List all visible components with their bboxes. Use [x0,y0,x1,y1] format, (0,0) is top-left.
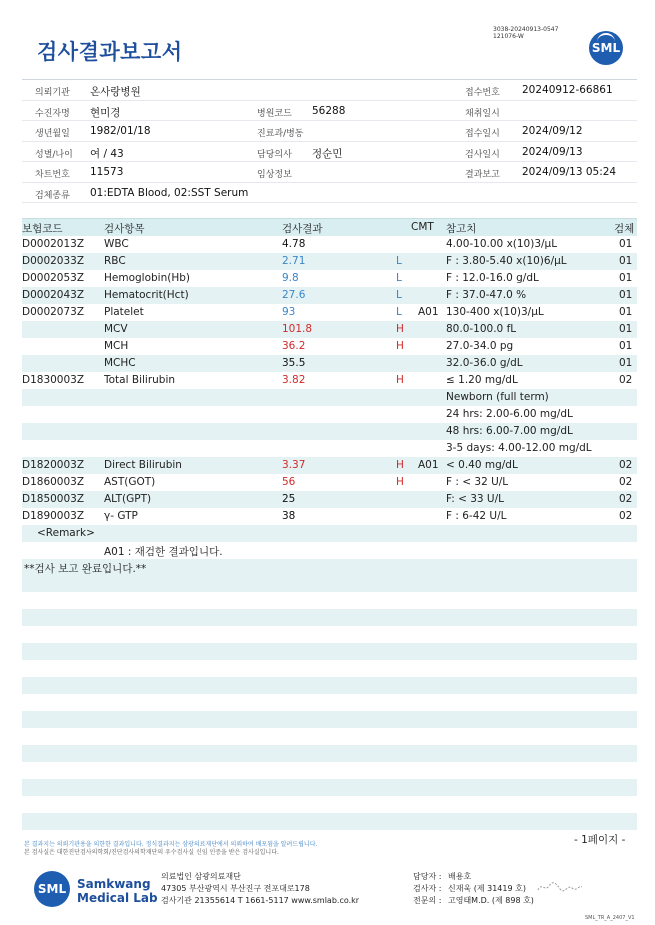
cell-name: Total Bilirubin [104,374,176,386]
table-row [22,355,637,372]
footer-staff [413,871,534,907]
cell-result: 38 [282,510,296,522]
empty-row [22,609,637,626]
cell-spec: 01 [619,323,633,335]
cell-ref: 4.00-10.00 x(10)3/μL [446,238,558,250]
cell-result: 4.78 [282,238,306,250]
table-row [22,287,637,304]
table-row [22,372,637,389]
cell-spec: 01 [619,272,633,284]
cell-ref: 130-400 x(10)3/μL [446,306,544,318]
form-code: SML_TR_A_2407_V1 [585,915,635,921]
table-row [22,423,637,440]
cell-ref: F : 12.0-16.0 g/dL [446,272,539,284]
cell-spec: 01 [619,238,633,250]
cell-ref: F : 37.0-47.0 % [446,289,527,301]
cell-flag: H [396,476,404,488]
cell-flag: L [396,255,402,267]
cell-cmt: A01 [418,306,439,318]
table-row [22,389,637,406]
cell-flag: H [396,340,404,352]
sml-logo: SML [589,31,623,65]
cell-spec: 01 [619,306,633,318]
footer-logo: SML [34,871,70,907]
table-row [22,304,637,321]
page-number: - 1페이지 - [574,834,626,846]
cell-result: 2.71 [282,255,306,267]
cell-name: RBC [104,255,126,267]
empty-row [22,592,637,609]
notice-text: 본 결과지는 의뢰기관용을 의한한 결과입니다. 정식결과지는 삼광의료재단에서 의뢰하여 배포됨을 알려드립니다. 본 검사실은 대한진단검사의학회/진단검사의학재단의 우수검사실 신임 인증을 받은 검사실입니다. [24,841,318,856]
footer-brand: Samkwang Medical Lab [77,877,158,905]
cell-name: Platelet [104,306,144,318]
cell-name: AST(GOT) [104,476,156,488]
empty-row [22,796,637,813]
empty-row [22,626,637,643]
empty-row [22,575,637,592]
cell-flag: H [396,374,404,386]
empty-row [22,660,637,677]
cell-result: 101.8 [282,323,313,335]
cell-code: D0002013Z [22,238,85,250]
cell-result: 3.37 [282,459,306,471]
cell-ref: F: < 33 U/L [446,493,505,505]
cell-flag: H [396,323,404,335]
cell-ref: F : 3.80-5.40 x(10)6/μL [446,255,567,267]
cell-ref: ≤ 1.20 mg/dL [446,374,518,386]
empty-rows [22,575,637,830]
cell-result: 35.5 [282,357,306,369]
results-table [22,218,637,576]
empty-row [22,643,637,660]
cell-result: 56 [282,476,296,488]
cell-flag: L [396,289,402,301]
empty-row [22,728,637,745]
cell-result: 25 [282,493,296,505]
cell-ref: 24 hrs: 2.00-6.00 mg/dL [446,408,573,420]
empty-row [22,677,637,694]
table-row [22,406,637,423]
cell-name: Direct Bilirubin [104,459,182,471]
cell-name: Hemoglobin(Hb) [104,272,191,284]
cell-result: 36.2 [282,340,306,352]
cell-ref: < 0.40 mg/dL [446,459,518,471]
cell-spec: 01 [619,357,633,369]
cell-spec: 01 [619,289,633,301]
cell-spec: 02 [619,374,633,386]
cell-name: γ- GTP [104,510,138,522]
cell-spec: 01 [619,255,633,267]
cell-code: D0002053Z [22,272,85,284]
signature-icon [536,880,584,894]
cell-ref: 32.0-36.0 g/dL [446,357,523,369]
table-row [22,491,637,508]
info-row: 성별/나이 여 / 43 담당의사 정순민 검사일시 2024/09/13 [22,142,637,163]
cell-ref: Newborn (full term) [446,391,549,403]
cell-code: D1830003Z [22,374,85,386]
patient-info-table [22,79,637,203]
cell-flag: H [396,459,404,471]
cell-flag: L [396,272,402,284]
cell-cmt: A01 [418,459,439,471]
empty-row [22,694,637,711]
cell-code: D1850003Z [22,493,85,505]
results-header: 보험코드 검사항목 검사결과 CMT 참고치 검체 [22,218,637,236]
table-row [22,236,637,253]
cell-code: D1890003Z [22,510,85,522]
cell-name: MCV [104,323,128,335]
report-title: 검사결과보고서 [37,40,183,64]
empty-row [22,711,637,728]
cell-ref: 3-5 days: 4.00-12.00 mg/dL [446,442,592,454]
empty-row [22,762,637,779]
table-row [22,338,637,355]
footer-address: 의료법인 삼광의료재단 47305 부산광역시 부산진구 전포대로178 검사기관 21355614 T 1661-5117 www.smlab.co.kr [161,872,360,905]
cell-name: Hematocrit(Hct) [104,289,189,301]
info-row: 검체종류 01:EDTA Blood, 02:SST Serum [22,183,637,204]
cell-spec: 02 [619,493,633,505]
empty-row [22,745,637,762]
cell-spec: 02 [619,476,633,488]
empty-row [22,813,637,830]
cell-name: ALT(GPT) [104,493,152,505]
cell-spec: 02 [619,459,633,471]
empty-row [22,779,637,796]
cell-spec: 02 [619,510,633,522]
cell-name: MCH [104,340,129,352]
cell-spec: 01 [619,340,633,352]
cell-flag: L [396,306,402,318]
remark-note-row: A01 : 재검한 결과입니다. [22,542,637,559]
staff-line: 전문의 : 고영태M.D. (제 898 호) [413,896,534,905]
info-row: 차트번호 11573 임상정보 결과보고 2024/09/13 05:24 [22,162,637,183]
table-row [22,321,637,338]
remark-row: <Remark> [22,525,637,542]
cell-result: 9.8 [282,272,299,284]
cell-result: 3.82 [282,374,306,386]
cell-name: WBC [104,238,129,250]
table-row [22,457,637,474]
cell-result: 93 [282,306,296,318]
info-row: 생년월일 1982/01/18 진료과/병동 접수일시 2024/09/12 [22,121,637,142]
cell-code: D1860003Z [22,476,85,488]
cell-code: D0002073Z [22,306,85,318]
table-row [22,440,637,457]
cell-ref: F : 6-42 U/L [446,510,507,522]
cell-result: 27.6 [282,289,306,301]
table-row [22,253,637,270]
info-row: 의뢰기관 온사랑병원 접수번호 20240912-66861 [22,80,637,101]
cell-ref: 48 hrs: 6.00-7.00 mg/dL [446,425,573,437]
staff-line: 검사자 : 신재욱 (제 31419 호) [413,884,526,893]
completion-row: **검사 보고 완료입니다.** [22,559,637,576]
cell-ref: F : < 32 U/L [446,476,509,488]
cell-ref: 80.0-100.0 fL [446,323,517,335]
cell-code: D0002043Z [22,289,85,301]
table-row [22,270,637,287]
table-row [22,508,637,525]
table-row [22,474,637,491]
document-id: 3038-20240913-0547 121076-W [493,26,559,40]
cell-name: MCHC [104,357,136,369]
cell-ref: 27.0-34.0 pg [446,340,514,352]
info-row: 수진자명 현미경 병원코드 56288 채취일시 [22,101,637,122]
cell-code: D1820003Z [22,459,85,471]
staff-line: 담당자 : 배용호 [413,872,472,881]
result-rows [22,236,637,525]
cell-code: D0002033Z [22,255,85,267]
